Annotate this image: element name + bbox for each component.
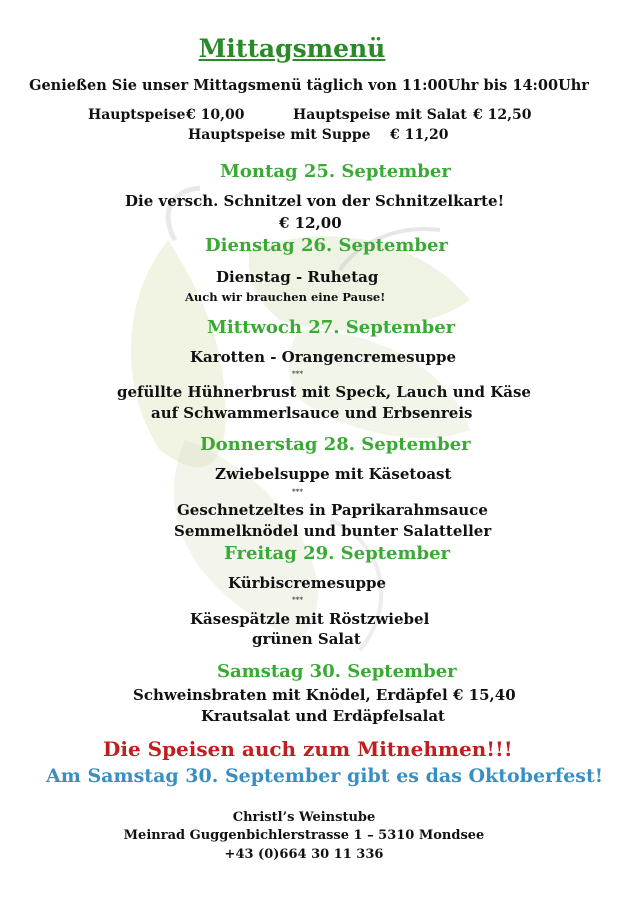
friday-separator: *** [292,595,303,604]
price-soup-label: Hauptspeise mit Suppe [188,127,371,143]
thursday-soup: Zwiebelsuppe mit Käsetoast [215,465,452,483]
wednesday-main-2: auf Schwammerlsauce und Erbsenreis [151,404,473,422]
thursday-separator: *** [292,487,303,496]
tuesday-note: Auch wir brauchen eine Pause! [185,290,386,304]
heading-friday: Freitag 29. September [224,543,451,564]
friday-main-1: Käsespätzle mit Röstzwiebel [190,610,430,628]
price-salad-value: € 12,50 [473,107,532,123]
wednesday-separator: *** [292,369,303,378]
monday-dish: Die versch. Schnitzel von der Schnitzelkarte! [125,192,505,210]
saturday-price: € 15,40 [453,686,516,704]
monday-price: € 12,00 [279,214,342,232]
heading-saturday: Samstag 30. September [217,661,457,682]
wednesday-main-1: gefüllte Hühnerbrust mit Speck, Lauch und Käse [117,383,531,401]
price-salad-label: Hauptspeise mit Salat [293,107,467,123]
takeaway-notice: Die Speisen auch zum Mitnehmen!!! [103,737,513,761]
wednesday-soup: Karotten - Orangencremesuppe [190,348,457,366]
oktoberfest-notice: Am Samstag 30. September gibt es das Oktoberfest! [46,765,604,787]
thursday-main-1: Geschnetzeltes in Paprikarahmsauce [177,501,488,519]
opening-hours: Genießen Sie unser Mittagsmenü täglich von 11:00Uhr bis 14:00Uhr [29,77,589,94]
heading-thursday: Donnerstag 28. September [200,434,471,455]
footer-address: Meinrad Guggenbichlerstrasse 1 – 5310 Mondsee [123,828,485,843]
footer-restaurant-name: Christl’s Weinstube [232,810,376,825]
saturday-main-1: Schweinsbraten mit Knödel, Erdäpfel [133,686,448,704]
menu-title: Mittagsmenü [198,34,386,63]
price-main-label: Hauptspeise [88,107,186,123]
heading-wednesday: Mittwoch 27. September [207,317,456,338]
heading-tuesday: Dienstag 26. September [205,235,448,256]
price-soup-value: € 11,20 [390,127,449,143]
saturday-main-2: Krautsalat und Erdäpfelsalat [201,707,445,725]
tuesday-dish: Dienstag - Ruhetag [216,268,379,286]
friday-main-2: grünen Salat [252,630,361,648]
price-main-value: € 10,00 [186,107,245,123]
footer-phone: +43 (0)664 30 11 336 [224,847,384,862]
friday-soup: Kürbiscremesuppe [228,574,387,592]
thursday-main-2: Semmelknödel und bunter Salatteller [174,522,492,540]
heading-monday: Montag 25. September [220,161,451,182]
